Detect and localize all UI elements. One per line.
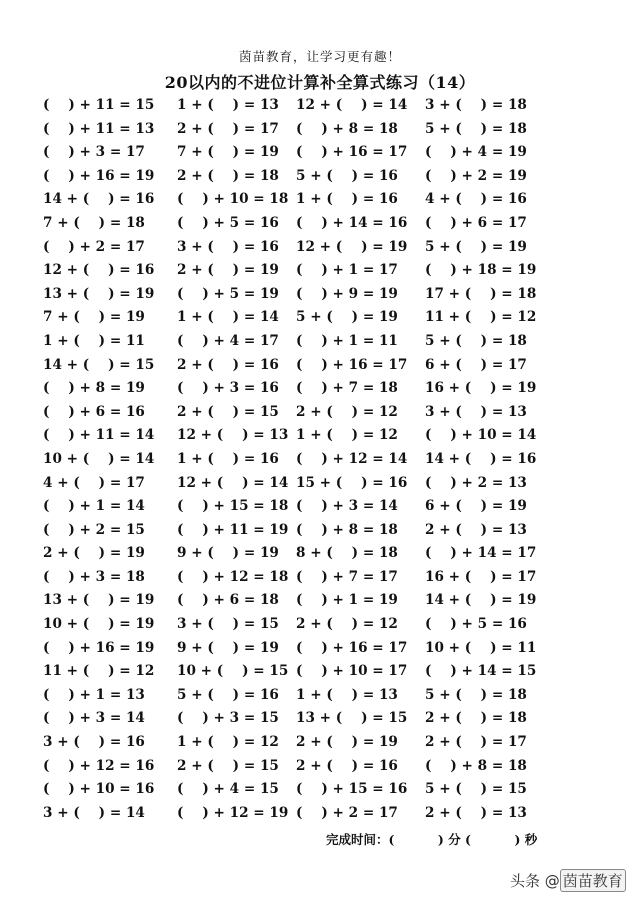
exercise-item: 2 + ( ) = 15 — [177, 757, 279, 774]
exercise-item: 3 + ( ) = 16 — [43, 734, 145, 751]
exercise-row — [43, 377, 613, 401]
exercise-grid — [43, 94, 613, 825]
completion-time: 完成时间：( ) 分 ( ) 秒 — [326, 832, 538, 847]
exercise-item: ( ) + 14 = 16 — [296, 214, 408, 231]
exercise-item: ( ) + 3 = 14 — [296, 498, 398, 515]
exercise-item: ( ) + 3 = 16 — [177, 380, 279, 397]
exercise-item: 10 + ( ) = 15 — [177, 663, 289, 680]
exercise-row — [43, 354, 613, 378]
exercise-item: 11 + ( ) = 12 — [43, 663, 155, 680]
exercise-item: 13 + ( ) = 15 — [296, 710, 408, 727]
exercise-row — [43, 660, 613, 684]
exercise-item: ( ) + 1 = 11 — [296, 332, 398, 349]
exercise-item: 5 + ( ) = 18 — [425, 686, 527, 703]
exercise-item: 10 + ( ) = 11 — [425, 639, 537, 656]
exercise-item: 14 + ( ) = 16 — [425, 450, 537, 467]
exercise-item: 2 + ( ) = 18 — [177, 167, 279, 184]
exercise-row — [43, 94, 613, 118]
exercise-item: 6 + ( ) = 19 — [425, 498, 527, 515]
watermark-prefix: 头条 @ — [510, 872, 560, 890]
exercise-item: ( ) + 6 = 18 — [177, 592, 279, 609]
exercise-item: 9 + ( ) = 19 — [177, 545, 279, 562]
exercise-row — [43, 613, 613, 637]
exercise-row — [43, 283, 613, 307]
exercise-item: 3 + ( ) = 16 — [177, 238, 279, 255]
exercise-item: 1 + ( ) = 12 — [296, 427, 398, 444]
exercise-item: 1 + ( ) = 16 — [177, 450, 279, 467]
exercise-item: 5 + ( ) = 19 — [296, 309, 398, 326]
exercise-item: ( ) + 11 = 13 — [43, 120, 155, 137]
exercise-item: 3 + ( ) = 18 — [425, 97, 527, 113]
exercise-item: 9 + ( ) = 19 — [177, 639, 279, 656]
exercise-item: ( ) + 16 = 17 — [296, 639, 408, 656]
exercise-item: ( ) + 16 = 19 — [43, 167, 155, 184]
exercise-item: ( ) + 3 = 17 — [43, 144, 145, 161]
exercise-item: 8 + ( ) = 18 — [296, 545, 398, 562]
exercise-item: 2 + ( ) = 19 — [177, 262, 279, 279]
exercise-item: ( ) + 4 = 15 — [177, 781, 279, 798]
exercise-item: 2 + ( ) = 15 — [177, 403, 279, 420]
exercise-item: 16 + ( ) = 17 — [425, 568, 537, 585]
page-header: 茵苗教育，让学习更有趣！ — [238, 49, 401, 64]
exercise-row — [43, 330, 613, 354]
exercise-item: 7 + ( ) = 19 — [177, 144, 279, 161]
exercise-item: ( ) + 1 = 19 — [296, 592, 398, 609]
exercise-item: ( ) + 16 = 17 — [296, 144, 408, 161]
exercise-item: 2 + ( ) = 19 — [43, 545, 145, 562]
exercise-row — [43, 755, 613, 779]
exercise-row — [43, 306, 613, 330]
exercise-row — [43, 118, 613, 142]
exercise-item: 14 + ( ) = 19 — [425, 592, 537, 609]
exercise-item: 7 + ( ) = 19 — [43, 309, 145, 326]
exercise-item: ( ) + 2 = 17 — [296, 804, 398, 821]
exercise-item: ( ) + 15 = 16 — [296, 781, 408, 798]
exercise-row — [43, 637, 613, 661]
exercise-row — [43, 589, 613, 613]
exercise-row — [43, 236, 613, 260]
exercise-item: ( ) + 10 = 17 — [296, 663, 408, 680]
exercise-item: ( ) + 14 = 15 — [425, 663, 537, 680]
watermark-brand: 茵苗教育 — [560, 869, 626, 892]
exercise-item: ( ) + 1 = 13 — [43, 686, 145, 703]
exercise-item: ( ) + 1 = 14 — [43, 498, 145, 515]
exercise-item: ( ) + 4 = 19 — [425, 144, 527, 161]
exercise-item: 5 + ( ) = 19 — [425, 238, 527, 255]
exercise-item: ( ) + 11 = 15 — [43, 97, 155, 113]
exercise-item: ( ) + 10 = 16 — [43, 781, 155, 798]
exercise-item: 6 + ( ) = 17 — [425, 356, 527, 373]
exercise-item: 13 + ( ) = 19 — [43, 592, 155, 609]
exercise-row — [43, 165, 613, 189]
exercise-row — [43, 212, 613, 236]
exercise-item: 5 + ( ) = 16 — [177, 686, 279, 703]
exercise-item: 12 + ( ) = 16 — [43, 262, 155, 279]
exercise-item: 13 + ( ) = 19 — [43, 285, 155, 302]
exercise-item: ( ) + 10 = 14 — [425, 427, 537, 444]
exercise-item: ( ) + 8 = 18 — [425, 757, 527, 774]
exercise-item: ( ) + 12 = 19 — [177, 804, 289, 821]
exercise-row — [43, 802, 613, 826]
exercise-item: ( ) + 12 = 14 — [296, 450, 408, 467]
exercise-item: 2 + ( ) = 16 — [177, 356, 279, 373]
exercise-item: 2 + ( ) = 17 — [425, 734, 527, 751]
exercise-item: 3 + ( ) = 14 — [43, 804, 145, 821]
exercise-item: 1 + ( ) = 13 — [177, 97, 279, 113]
exercise-item: 10 + ( ) = 19 — [43, 616, 155, 633]
exercise-row — [43, 731, 613, 755]
exercise-row — [43, 401, 613, 425]
exercise-item: ( ) + 4 = 17 — [177, 332, 279, 349]
exercise-item: ( ) + 2 = 17 — [43, 238, 145, 255]
exercise-item: 5 + ( ) = 15 — [425, 781, 527, 798]
exercise-item: ( ) + 2 = 13 — [425, 474, 527, 491]
exercise-row — [43, 141, 613, 165]
exercise-item: 1 + ( ) = 11 — [43, 332, 145, 349]
exercise-item: ( ) + 7 = 18 — [296, 380, 398, 397]
exercise-item: ( ) + 3 = 18 — [43, 568, 145, 585]
exercise-item: ( ) + 2 = 15 — [43, 521, 145, 538]
exercise-item: 14 + ( ) = 16 — [43, 191, 155, 208]
exercise-item: 7 + ( ) = 18 — [43, 214, 145, 231]
exercise-item: ( ) + 6 = 17 — [425, 214, 527, 231]
exercise-item: ( ) + 6 = 16 — [43, 403, 145, 420]
exercise-item: 5 + ( ) = 18 — [425, 120, 527, 137]
exercise-item: ( ) + 1 = 17 — [296, 262, 398, 279]
exercise-item: 2 + ( ) = 18 — [425, 710, 527, 727]
exercise-row — [43, 448, 613, 472]
worksheet-title: 20以内的不进位计算补全算式练习（14） — [164, 73, 476, 92]
exercise-item: ( ) + 12 = 18 — [177, 568, 289, 585]
exercise-item: 16 + ( ) = 19 — [425, 380, 537, 397]
exercise-item: ( ) + 12 = 16 — [43, 757, 155, 774]
exercise-row — [43, 472, 613, 496]
exercise-item: 11 + ( ) = 12 — [425, 309, 537, 326]
exercise-item: 12 + ( ) = 14 — [177, 474, 289, 491]
exercise-item: ( ) + 8 = 19 — [43, 380, 145, 397]
exercise-item: ( ) + 14 = 17 — [425, 545, 537, 562]
exercise-item: ( ) + 8 = 18 — [296, 521, 398, 538]
exercise-item: ( ) + 5 = 16 — [177, 214, 279, 231]
exercise-item: ( ) + 16 = 17 — [296, 356, 408, 373]
exercise-item: ( ) + 2 = 19 — [425, 167, 527, 184]
exercise-item: 12 + ( ) = 14 — [296, 97, 408, 113]
exercise-item: ( ) + 7 = 17 — [296, 568, 398, 585]
exercise-item: 3 + ( ) = 15 — [177, 616, 279, 633]
exercise-item: ( ) + 11 = 14 — [43, 427, 155, 444]
exercise-item: 10 + ( ) = 14 — [43, 450, 155, 467]
exercise-item: 3 + ( ) = 13 — [425, 403, 527, 420]
exercise-item: ( ) + 10 = 18 — [177, 191, 289, 208]
exercise-item: ( ) + 16 = 19 — [43, 639, 155, 656]
exercise-item: 5 + ( ) = 16 — [296, 167, 398, 184]
exercise-item: 4 + ( ) = 16 — [425, 191, 527, 208]
exercise-item: 4 + ( ) = 17 — [43, 474, 145, 491]
exercise-item: 1 + ( ) = 12 — [177, 734, 279, 751]
exercise-item: 14 + ( ) = 15 — [43, 356, 155, 373]
exercise-item: 2 + ( ) = 17 — [177, 120, 279, 137]
exercise-item: 1 + ( ) = 14 — [177, 309, 279, 326]
exercise-item: 5 + ( ) = 18 — [425, 332, 527, 349]
exercise-row — [43, 542, 613, 566]
exercise-row — [43, 778, 613, 802]
exercise-item: ( ) + 18 = 19 — [425, 262, 537, 279]
exercise-row — [43, 566, 613, 590]
exercise-item: 2 + ( ) = 12 — [296, 616, 398, 633]
exercise-item: 2 + ( ) = 13 — [425, 804, 527, 821]
exercise-item: ( ) + 9 = 19 — [296, 285, 398, 302]
exercise-row — [43, 684, 613, 708]
exercise-item: ( ) + 11 = 19 — [177, 521, 289, 538]
exercise-item: 2 + ( ) = 12 — [296, 403, 398, 420]
exercise-item: 17 + ( ) = 18 — [425, 285, 537, 302]
exercise-row — [43, 259, 613, 283]
exercise-row — [43, 188, 613, 212]
exercise-item: ( ) + 5 = 16 — [425, 616, 527, 633]
exercise-item: 12 + ( ) = 13 — [177, 427, 289, 444]
exercise-item: 1 + ( ) = 16 — [296, 191, 398, 208]
exercise-item: ( ) + 3 = 14 — [43, 710, 145, 727]
exercise-row — [43, 424, 613, 448]
exercise-row — [43, 519, 613, 543]
exercise-item: 15 + ( ) = 16 — [296, 474, 408, 491]
exercise-item: 2 + ( ) = 16 — [296, 757, 398, 774]
exercise-item: ( ) + 8 = 18 — [296, 120, 398, 137]
exercise-item: 2 + ( ) = 19 — [296, 734, 398, 751]
exercise-item: 2 + ( ) = 13 — [425, 521, 527, 538]
exercise-item: 12 + ( ) = 19 — [296, 238, 408, 255]
exercise-row — [43, 707, 613, 731]
exercise-item: ( ) + 3 = 15 — [177, 710, 279, 727]
exercise-item: ( ) + 15 = 18 — [177, 498, 289, 515]
watermark — [510, 869, 626, 892]
exercise-item: ( ) + 5 = 19 — [177, 285, 279, 302]
exercise-item: 1 + ( ) = 13 — [296, 686, 398, 703]
exercise-row — [43, 495, 613, 519]
